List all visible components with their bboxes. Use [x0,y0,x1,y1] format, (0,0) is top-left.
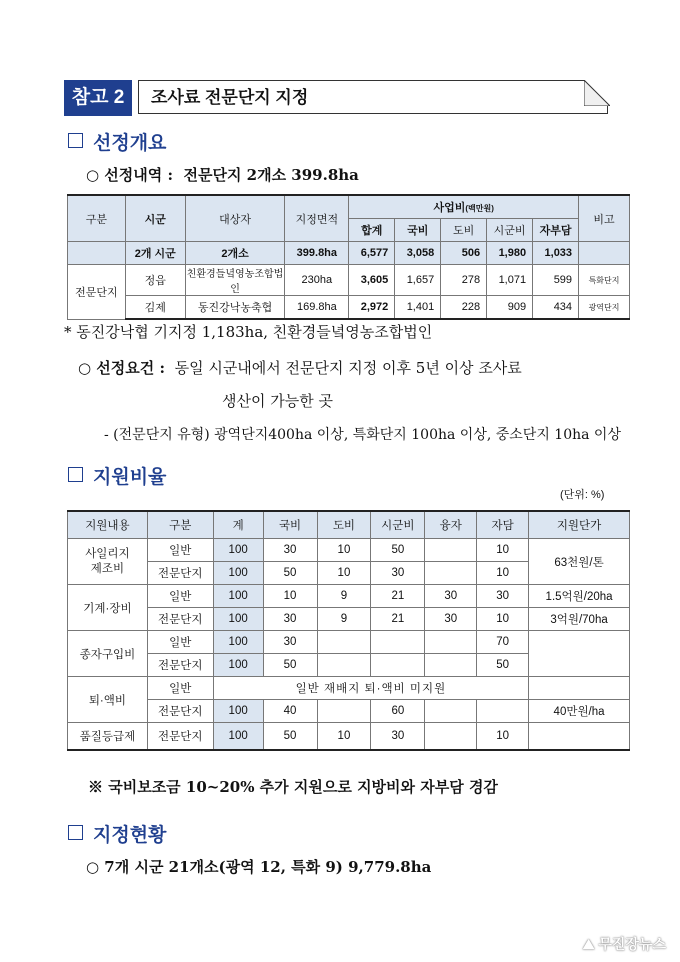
checkbox-square-icon [68,467,83,482]
page-header [64,80,616,118]
col-header-note: 비고 [579,195,630,242]
group-label: 전문단지 [68,265,126,320]
selection-detail-line: ○ 선정내역 : 전문단지 2개소 399.8ha [86,166,359,184]
col-header-gubun: 구분 [68,195,126,242]
section-heading-status: 지정현황 [68,820,166,847]
page-title: 조사료 전문단지 지정 [138,80,608,114]
checkbox-square-icon [68,825,83,840]
col-header-cost: 사업비(백만원) [349,195,579,219]
footnote: * 동진강낙협 기지정 1,183ha, 친환경들녘영농조합법인 [64,323,433,341]
watermark-logo: ⛰ 무진장뉴스 [582,936,666,952]
status-line: ○ 7개 시군 21개소(광역 12, 특화 9) 9,779.8ha [86,858,432,876]
table-row: 전문단지 100 50 50 [68,654,630,677]
col-header-national: 국비 [395,219,441,242]
table-row: 전문단지 정읍 친환경들녘영농조합법인 230ha 3,605 1,657 278 1,071 599 특화단지 [68,265,630,296]
col-header-area: 지정면적 [285,195,349,242]
col-header-city: 시군비 [487,219,533,242]
table-row: 품질등급제 전문단지 100 50 10 30 10 [68,723,630,751]
page-fold-icon [584,80,610,106]
table-row-total: 2개 시군 2개소 399.8ha 6,577 3,058 506 1,980 1,033 [68,242,630,265]
table-row: 전문단지 100 40 60 40만원/ha [68,700,630,723]
watermark-icon: ⛰ [582,936,595,952]
requirement-line: ○ 선정요건 : 동일 시군내에서 전문단지 지정 이후 5년 이상 조사료 [78,359,522,377]
table-row: 기계·장비 일반 100 10 9 21 30 30 1.5억원/20ha [68,585,630,608]
table-row: 퇴·액비 일반 일반 재배지 퇴·액비 미지원 [68,677,630,700]
col-header-province: 도비 [441,219,487,242]
col-header-sigun: 시군 [125,195,185,242]
unit-label: (단위: %) [560,489,605,501]
col-header-target: 대상자 [185,195,285,242]
table-row: 사일리지 제조비 일반 100 30 10 50 10 63천원/톤 [68,539,630,562]
col-header-self: 자부담 [533,219,579,242]
reference-badge: 참고 2 [64,80,132,116]
requirement-subline: - (전문단지 유형) 광역단지400ha 이상, 특화단지 100ha 이상, 중소단지 10ha 이상 [104,427,621,443]
checkbox-square-icon [68,133,83,148]
col-header-total: 합계 [349,219,395,242]
section-heading-overview: 선정개요 [68,128,166,155]
table-row: 김제 동진강낙농축협 169.8ha 2,972 1,401 228 909 434 광역단지 [68,296,630,320]
requirement-line-cont: 생산이 가능한 곳 [222,392,333,410]
table-row: 전문단지 100 30 9 21 30 10 3억원/70ha [68,608,630,631]
table-row: 전문단지 100 50 10 30 10 [68,562,630,585]
table-row: 종자구입비 일반 100 30 70 [68,631,630,654]
support-ratio-table: 지원내용 구분 계 국비 도비 시군비 융자 자담 지원단가 사일리지 제조비 일반 100 30 10 50 10 63천원/톤 전문단지 100 50 10 30 10 기계·장비 일반 100 10 9 21 30 30 1.5억원/20ha 전문단지 100 30 9 21 30 10 3억원/70ha 종자구입비 일반 100 30 70 전문단지 100 50 50 퇴·액비 일반 일반 재배지 퇴·액비 미지원 전문단지 100 40 60 40만원/ha 품질등급제 전문단지 100 50 10 30 10 [67,510,630,751]
section-heading-support-ratio: 지원비율 [68,462,166,489]
subsidy-note: ※ 국비보조금 10~20% 추가 지원으로 지방비와 자부담 경감 [88,778,498,796]
designation-table [67,194,630,320]
